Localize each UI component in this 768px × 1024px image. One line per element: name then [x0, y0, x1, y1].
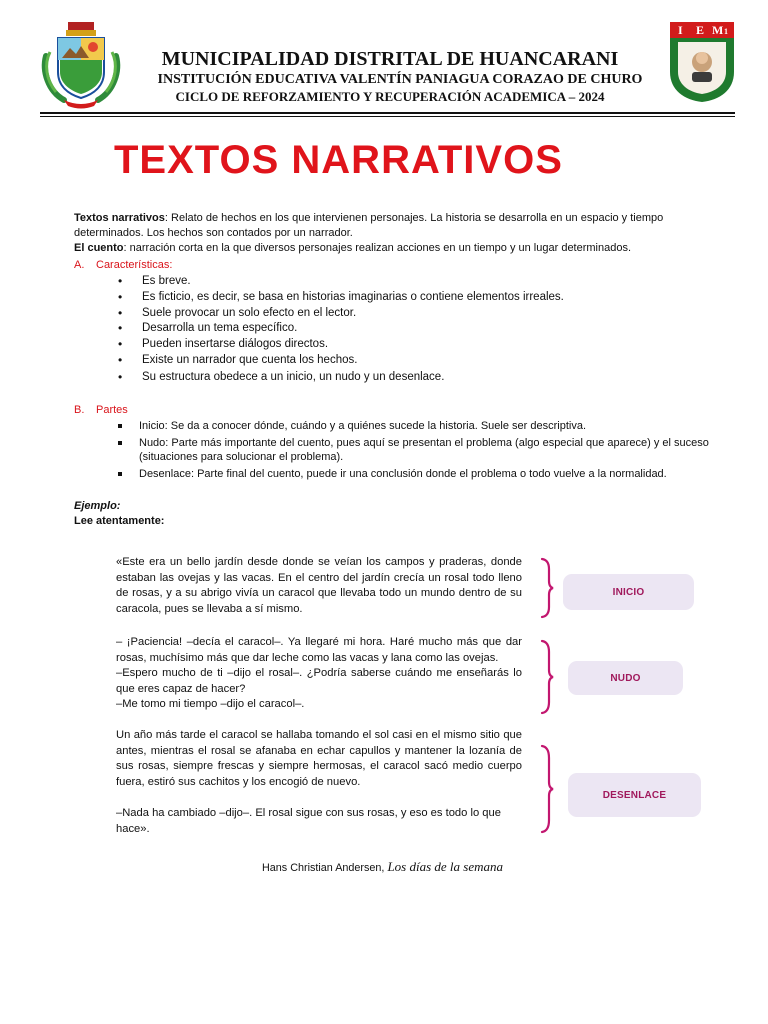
list-item: • Suele provocar un solo efecto en el lector.	[118, 306, 678, 322]
story-paragraph: – ¡Paciencia! –decía el caracol–. Ya llegaré mi hora. Haré mucho más que dar rosas, muchísimo más que dar leche como las vacas y lana como las ovejas.	[116, 636, 522, 664]
story-caption	[262, 859, 503, 875]
story-paragraph: –Espero mucho de ti –dijo el rosal–. ¿Podría saberse cuándo me enseñarás lo que eres capaz de hacer?	[116, 667, 522, 695]
brace-nudo-icon	[540, 639, 554, 715]
list-item: • Existe un narrador que cuenta los hechos.	[118, 353, 678, 369]
caption-author: Hans Christian Andersen,	[262, 862, 385, 874]
story-paragraph: –Me tomo mi tiempo –dijo el caracol–.	[116, 698, 305, 711]
logo-letter-m: M	[712, 23, 724, 37]
section-a-heading	[74, 259, 172, 271]
logo-letter-i: I	[678, 23, 683, 37]
definition-narrativos-term: Textos narrativos	[74, 212, 165, 224]
logo-letter-1: 1	[724, 27, 728, 36]
list-item: • Su estructura obedece a un inicio, un nudo y un desenlace.	[118, 370, 678, 386]
label-nudo: NUDO	[568, 661, 683, 695]
label-desenlace: DESENLACE	[568, 773, 701, 817]
header-municipality: MUNICIPALIDAD DISTRITAL DE HUANCARANI	[161, 48, 619, 70]
list-item: • Es ficticio, es decir, se basa en historias imaginarias o contiene elementos irreales.	[118, 290, 678, 306]
list-item: Desenlace: Parte final del cuento, puede ir una conclusión donde el problema o todo vuelve a la normalidad.	[118, 467, 718, 481]
story-nudo	[116, 635, 522, 713]
section-a-title: Características:	[96, 259, 173, 271]
story-paragraph: –Nada ha cambiado –dijo–. El rosal sigue con sus rosas, y eso es todo lo que hace».	[116, 807, 501, 835]
example-instruction: Lee atentamente:	[74, 515, 165, 527]
parts-list	[118, 419, 718, 484]
characteristics-list	[118, 274, 678, 386]
story-paragraph: Un año más tarde el caracol se hallaba tomando el sol casi en el mismo sitio que antes, mientras el rosal se afanaba en echar capullos y mantener la lozanía de sus rosas, siempre frescas y siempre hermosas, el caracol sacó medio cuerpo fuera, estiró sus cachitos y los encogió de nuevo.	[116, 729, 522, 788]
page-title: TEXTOS NARRATIVOS	[114, 138, 563, 182]
label-inicio: INICIO	[563, 574, 694, 610]
story-inicio	[116, 555, 522, 617]
logo-letter-e: E	[696, 23, 705, 37]
header-institution: INSTITUCIÓN EDUCATIVA VALENTÍN PANIAGUA CORAZAO DE CHURO	[157, 72, 643, 87]
list-item: • Pueden insertarse diálogos directos.	[118, 337, 678, 353]
header-rule-thin	[40, 116, 735, 117]
section-b-heading	[74, 404, 128, 416]
definition-cuento	[74, 241, 714, 256]
school-logo	[668, 20, 736, 104]
example-label: Ejemplo:	[74, 500, 121, 512]
section-b-letter: B.	[74, 404, 85, 416]
list-item: • Desarrolla un tema específico.	[118, 321, 678, 337]
definition-cuento-term: El cuento	[74, 242, 124, 254]
section-b-title: Partes	[96, 404, 128, 416]
brace-inicio-icon	[540, 557, 554, 619]
list-item: Nudo: Parte más importante del cuento, pues aquí se presentan el problema (algo especial que aparece) y el suceso (situaciones para solucionar el problema).	[118, 436, 718, 464]
municipal-logo	[38, 16, 124, 110]
header-rule-thick	[40, 112, 735, 114]
definition-narrativos	[74, 211, 714, 241]
list-item: Inicio: Se da a conocer dónde, cuándo y a quiénes sucede la historia. Suele ser descriptiva.	[118, 419, 718, 433]
list-item: • Es breve.	[118, 274, 678, 290]
header-cycle: CICLO DE REFORZAMIENTO Y RECUPERACIÓN ACADEMICA – 2024	[175, 89, 605, 104]
section-a-letter: A.	[74, 259, 85, 271]
definition-narrativos-text: : Relato de hechos en los que intervienen personajes. La historia se desarrolla en un espacio y tiempo determinados. Los hechos son contados por un narrador.	[74, 212, 664, 239]
story-paragraph: «Este era un bello jardín desde donde se veían los campos y praderas, donde estaban las ovejas y las vacas. En el centro del jardín crecía un rosal todo lleno de rosas, y a su abrigo vivía un caracol que llevaba todo un mundo dentro de su caracola, pues se llevaba a sí mismo.	[116, 556, 522, 615]
definition-cuento-text: : narración corta en la que diversos personajes realizan acciones en un tiempo y un lugar determinados.	[123, 242, 632, 254]
brace-desenlace-icon	[540, 744, 554, 834]
caption-book: Los días de la semana	[387, 859, 503, 874]
story-desenlace	[116, 728, 522, 838]
